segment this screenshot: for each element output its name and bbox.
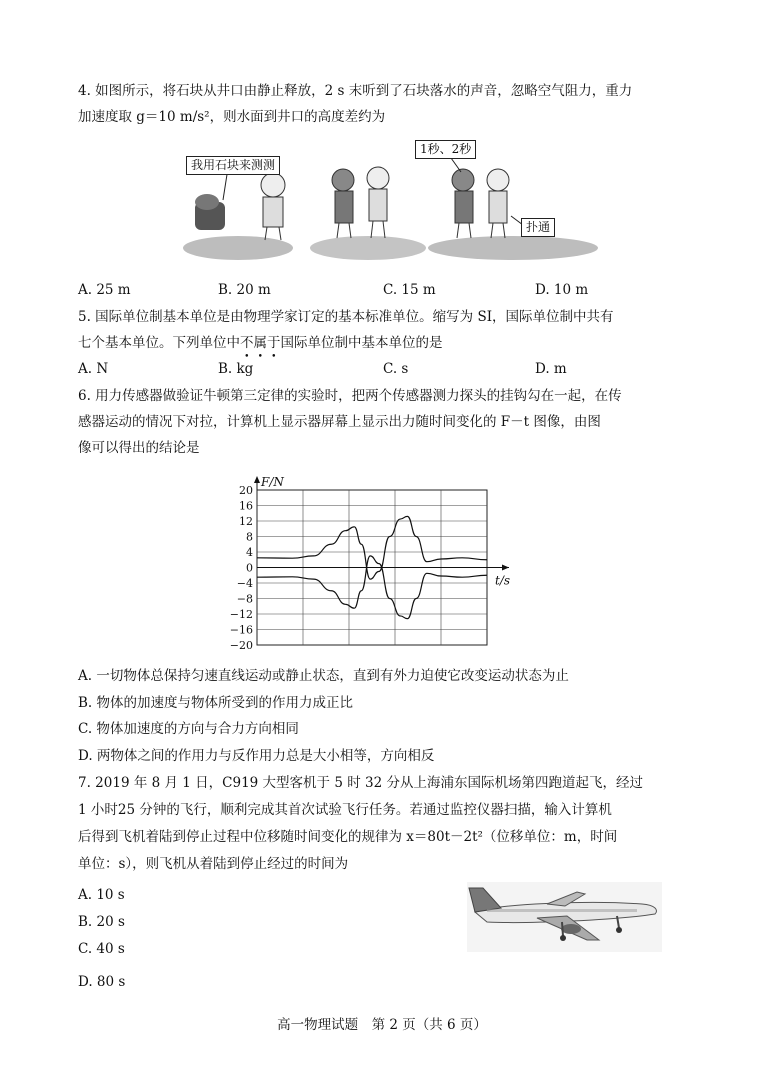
force-series-2 (257, 556, 487, 619)
page-footer: 高一物理试题 第 2 页（共 6 页） (277, 1017, 487, 1033)
q6-option-b: B. 物体的加速度与物体所受到的作用力成正比 (78, 695, 354, 711)
y-tick-label: 12 (239, 515, 253, 528)
q7-option-a: A. 10 s (78, 887, 125, 903)
force-series-1 (257, 516, 487, 579)
q7-line4: 单位：s），则飞机从着陆到停止经过的时间为 (78, 856, 349, 872)
y-tick-label: 8 (246, 530, 253, 544)
q5-line2-pre: 七个基本单位。下列单位中 (78, 335, 240, 351)
q6-line3: 像可以得出的结论是 (78, 440, 200, 456)
y-axis-label: F/N (261, 475, 284, 489)
c919-airplane-illustration (467, 882, 662, 952)
q5-option-d: D. m (535, 361, 567, 377)
y-tick-label: −16 (229, 623, 253, 637)
force-time-chart (225, 468, 525, 653)
speech-bubble-3: 扑通 (521, 218, 555, 237)
y-tick-label: −20 (229, 639, 253, 652)
q6-line2: 感器运动的情况下对拉，计算机上显示器屏幕上显示出力随时间变化的 F－t 图像，由图 (78, 414, 601, 430)
q6-option-a: A. 一切物体总保持匀速直线运动或静止状态，直到有外力迫使它改变运动状态为止 (78, 668, 569, 684)
q7-line3: 后得到飞机着陆到停止过程中位移随时间变化的规律为 x＝80t－2t²（位移单位：m，时间 (78, 829, 618, 845)
y-tick-label: 4 (246, 546, 253, 559)
q4-option-c: C. 15 m (383, 282, 436, 298)
q4-option-b: B. 20 m (218, 282, 271, 298)
airplane-image (467, 882, 662, 952)
y-tick-label: 0 (246, 561, 253, 575)
q7-option-d: D. 80 s (78, 974, 126, 990)
q5-line2 (78, 334, 443, 352)
q5-option-b: B. kg (218, 361, 254, 377)
emphasis-char: 于 (267, 335, 281, 351)
x-axis-arrow (502, 565, 509, 571)
q7-line1: 7. 2019 年 8 月 1 日，C919 大型客机于 5 时 32 分从上海浦东国际机场第四跑道起飞，经过 (78, 775, 643, 791)
x-axis-label: t/s (495, 573, 511, 588)
y-tick-label: 16 (239, 499, 253, 513)
q5-line1: 5. 国际单位制基本单位是由物理学家订定的基本标准单位。缩写为 SI，国际单位制中共有 (78, 309, 614, 325)
q5-option-a: A. N (78, 361, 109, 377)
q7-option-c: C. 40 s (78, 941, 125, 957)
well-cartoon (183, 140, 603, 265)
q4-option-a: A. 25 m (78, 282, 131, 298)
emphasis-char: 属 (253, 335, 267, 351)
speech-bubble-1: 我用石块来测测 (186, 156, 280, 175)
q7-line2: 1 小时25 分钟的飞行，顺利完成其首次试验飞行任务。若通过监控仪器扫描，输入计算机 (78, 802, 612, 818)
y-axis-arrow (254, 476, 260, 483)
q4-line1: 4. 如图所示，将石块从井口由静止释放，2 s 末听到了石块落水的声音，忽略空气阻力，重力 (78, 83, 633, 99)
speech-bubble-2: 1秒、2秒 (415, 140, 476, 159)
y-tick-label: −4 (236, 577, 253, 590)
y-tick-label: −12 (229, 608, 253, 621)
q4-option-d: D. 10 m (535, 282, 589, 298)
q5-option-c: C. s (383, 361, 409, 377)
q6-option-d: D. 两物体之间的作用力与反作用力总是大小相等，方向相反 (78, 748, 435, 764)
q5-line2-post: 国际单位制中基本单位的是 (280, 335, 443, 351)
q6-line1: 6. 用力传感器做验证牛顿第三定律的实验时，把两个传感器测力探头的挂钩勾在一起，在传 (78, 388, 622, 404)
y-tick-label: −8 (236, 592, 253, 606)
q6-option-c: C. 物体加速度的方向与合力方向相同 (78, 721, 299, 737)
y-tick-label: 20 (239, 484, 253, 497)
q4-line2: 加速度取 g＝10 m/s²，则水面到井口的高度差约为 (78, 109, 386, 125)
emphasis-char: 不 (240, 335, 254, 351)
q7-option-b: B. 20 s (78, 914, 125, 930)
